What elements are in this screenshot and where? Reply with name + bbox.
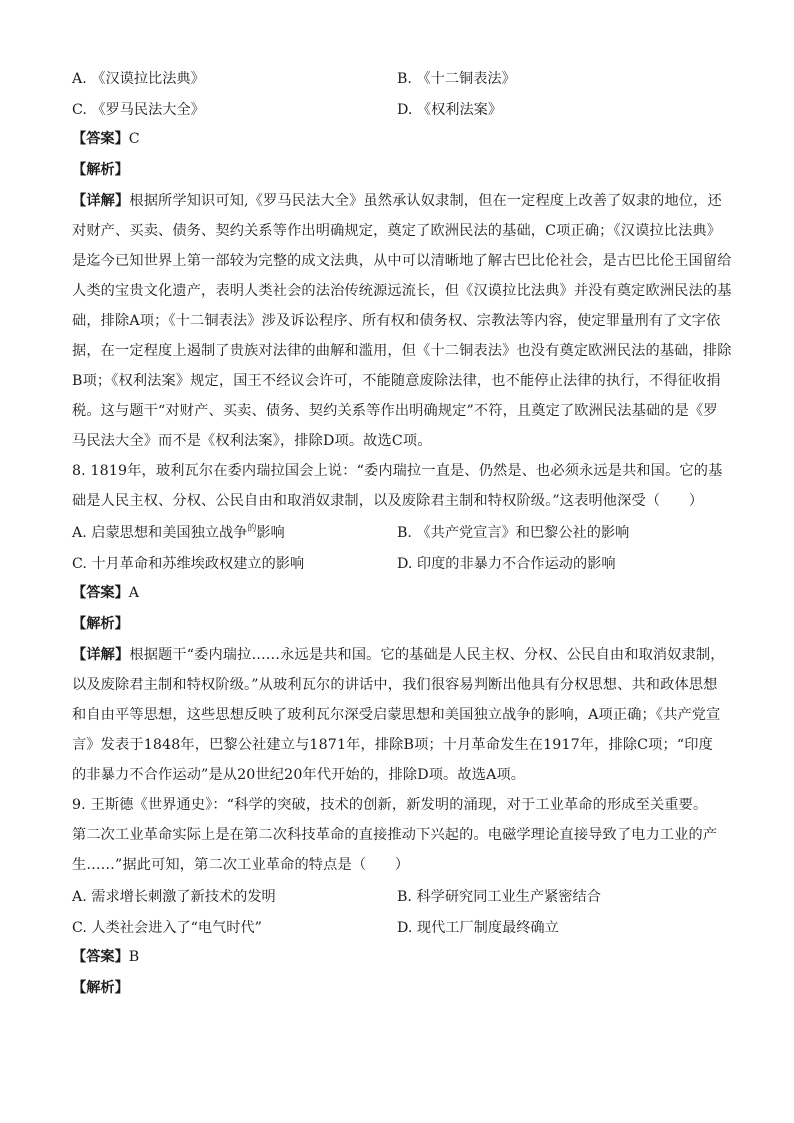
q7-detail-line: 础，排除A项；《十二铜表法》涉及诉讼程序、所有权和债务权、宗教法等内容，使定罪量刑有了文字依 <box>72 313 721 329</box>
q8-stem-line: 8. 1819年，玻利瓦尔在委内瑞拉国会上说：“委内瑞拉一直是、仍然是、也必须永远是共和国。它的基 <box>72 463 723 479</box>
q8-stem <box>72 456 722 516</box>
q7-detail-line: 是迄今已知世界上第一部较为完整的成文法典，从中可以清晰地了解古巴比伦社会，是古巴比伦王国留给 <box>72 253 732 269</box>
q7-options-row-2 <box>72 93 722 124</box>
q9-analysis <box>72 973 722 1004</box>
q8-option-b: B. 《共产党宣言》和巴黎公社的影响 <box>397 524 630 541</box>
q8-options-row-1 <box>72 516 722 547</box>
q8-detail-line: 【详解】根据题干“委内瑞拉……永远是共和国。它的基础是人民主权、分权、公民自由和取消奴隶制， <box>72 647 725 663</box>
analysis-label: 【解析】 <box>72 162 129 178</box>
q7-detail-line: 对财产、买卖、债务、契约关系等作出明确规定，奠定了欧洲民法的基础，C项正确；《汉谟拉比法典》 <box>72 223 722 239</box>
q8-option-a: A. 启蒙思想和美国独立战争$^的$影响 <box>72 524 285 541</box>
q8-detail <box>72 640 725 790</box>
q9-stem-line: 生……”据此可知，第二次工业革命的特点是（ ） <box>72 857 410 873</box>
analysis-label: 【解析】 <box>72 980 129 996</box>
detail-label: 【详解】 <box>72 647 130 663</box>
q7-detail-line: 人类的宝贵文化遗产，表明人类社会的法治传统源远流长，但《汉谟拉比法典》并没有奠定欧洲民法的基 <box>72 283 732 299</box>
document-page <box>72 62 732 1004</box>
q8-answer <box>72 578 722 609</box>
q7-detail-line: 据，在一定程度上遏制了贵族对法律的曲解和滥用，但《十二铜表法》也没有奠定欧洲民法的基础，排除 <box>72 343 732 359</box>
answer-label: 【答案】 <box>72 949 129 965</box>
q7-detail-line: 税。这与题干“对财产、买卖、债务、契约关系等作出明确规定”不符，且奠定了欧洲民法基础的是《罗 <box>72 403 718 419</box>
q9-stem-line: 第二次工业革命实际上是在第二次科技革命的直接推动下兴起的。电磁学理论直接导致了电力工业的产 <box>72 827 718 843</box>
analysis-label: 【解析】 <box>72 616 129 632</box>
answer-label: 【答案】 <box>72 131 129 147</box>
q7-analysis <box>72 155 722 186</box>
q9-options-row-1 <box>72 880 722 911</box>
q9-option-b: B. 科学研究同工业生产紧密结合 <box>397 888 601 905</box>
q8-detail-line: 和自由平等思想，这些思想反映了玻利瓦尔深受启蒙思想和美国独立战争的影响，A项正确；《共产党宣 <box>72 707 721 723</box>
q7-detail-line: 【详解】根据所学知识可知,《罗马民法大全》虽然承认奴隶制，但在一定程度上改善了奴隶的地位，还 <box>72 193 722 209</box>
detail-label: 【详解】 <box>72 193 130 209</box>
q7-detail-line: B项；《权利法案》规定，国王不经议会许可，不能随意废除法律，也不能停止法律的执行，不得征收捐 <box>72 373 721 389</box>
answer-value: C <box>128 131 140 147</box>
q7-detail-line: 马民法大全》而不是《权利法案》，排除D项。故选C项。 <box>72 433 432 449</box>
q8-detail-line: 的非暴力不合作运动”是从20世纪20年代开始的，排除D项。故选A项。 <box>72 767 526 783</box>
q8-detail-line: 以及废除君主制和特权阶级。”从玻利瓦尔的讲话中，我们很容易判断出他具有分权思想、共和政体思想 <box>72 677 718 693</box>
q9-stem <box>72 790 722 880</box>
q7-detail <box>72 186 732 456</box>
answer-value: B <box>128 949 140 965</box>
q8-stem-line: 础是人民主权、分权、公民自由和取消奴隶制，以及废除君主制和特权阶级。”这表明他深受（ ） <box>72 493 704 509</box>
q9-option-d: D. 现代工厂制度最终确立 <box>397 919 559 936</box>
q8-detail-line: 言》发表于1848年，巴黎公社建立与1871年，排除B项；十月革命发生在1917年，排除C项；“印度 <box>72 737 713 753</box>
q9-option-a: A. 需求增长刺激了新技术的发明 <box>72 888 276 905</box>
q9-answer <box>72 942 722 973</box>
q8-analysis <box>72 609 722 640</box>
q7-option-b: B. 《十二铜表法》 <box>397 70 516 87</box>
q7-options-row-1 <box>72 62 722 93</box>
q9-option-c: C. 人类社会进入了“电气时代” <box>72 919 262 936</box>
q8-option-d: D. 印度的非暴力不合作运动的影响 <box>397 555 616 572</box>
q7-option-c: C. 《罗马民法大全》 <box>72 101 205 118</box>
q8-options-row-2 <box>72 547 722 578</box>
q7-option-a: A. 《汉谟拉比法典》 <box>72 70 205 87</box>
q8-option-c: C. 十月革命和苏维埃政权建立的影响 <box>72 555 305 572</box>
answer-label: 【答案】 <box>72 585 129 601</box>
q7-option-d: D. 《权利法案》 <box>397 101 503 118</box>
q9-stem-line: 9. 王斯德《世界通史》：“科学的突破，技术的创新，新发明的涌现，对于工业革命的形成至关重要。 <box>72 797 708 813</box>
answer-value: A <box>128 585 140 601</box>
q7-answer <box>72 124 722 155</box>
q9-options-row-2 <box>72 911 722 942</box>
